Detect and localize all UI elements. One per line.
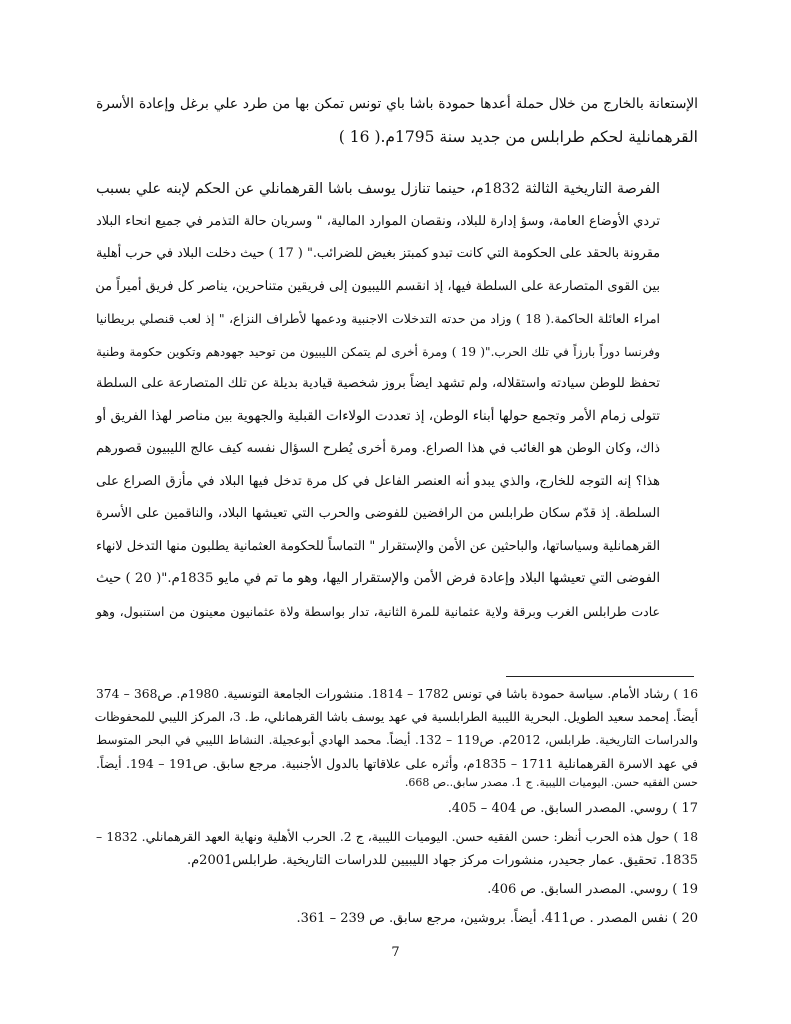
footnote-line: 20 ) نفس المصدر . ص411. أيضاً. بروشين، مرجع سابق. ص 239 – 361. xyxy=(296,911,698,926)
footnote-16 xyxy=(96,683,698,775)
text-line: وفرنسا دوراً بارزاً في تلك الحرب."( 19 ) ومرة أخرى لم يتمكن الليبيون من توحيد جهودهم وتكوين حكومة وطنية xyxy=(96,344,660,359)
text-line: امراء العائلة الحاكمة.( 18 ) وزاد من حدته التدخلات الاجنبية ودعمها لأطراف النزاع، " إذ لعب قنصلي بريطانيا xyxy=(96,311,660,326)
text-line: ذاك، وكان الوطن هو الغائب في هذا الصراع. ومرة أخرى يُطرح السؤال نفسه كيف عالج الليبيون قصورهم xyxy=(96,441,660,456)
paragraph-2 xyxy=(96,173,698,628)
paragraph-1 xyxy=(96,88,698,153)
text-line: مقرونة بالحقد على الحكومة التي كانت تبدو كمبتز بغيض للضرائب." ( 17 ) حيث دخلت البلاد في حرب أهلية xyxy=(96,246,660,261)
footnote-line: 1835. تحقيق. عمار جحيدر، منشورات مركز جهاد الليبيين للدراسات التاريخية. طرابلس2001م. xyxy=(186,853,698,868)
footnote-20 xyxy=(96,907,698,930)
footnotes xyxy=(96,683,698,930)
text-line: الفرصة التاريخية الثالثة 1832م، حينما تنازل يوسف باشا القرهمانلي عن الحكم لإبنه علي بسبب xyxy=(96,181,661,197)
footnote-19 xyxy=(96,878,698,901)
text-line: تردي الأوضاع العامة، وسؤ إدارة للبلاد، ونقصان الموارد المالية، " وسريان حالة التذمر في جميع انحاء البلاد xyxy=(96,213,660,229)
footnote-18 xyxy=(96,826,698,872)
text-line: هذا؟ إنه التوجه للخارج، والذي يبدو أنه العنصر الفاعل في كل مرة تدخل فيها البلاد في مأزق الصراع على xyxy=(96,473,660,489)
footnote-17 xyxy=(96,797,698,820)
text-line: بين القوى المتصارعة على السلطة فيها، إذ انقسم الليبيون إلى فريقين متناحرين، يناصر كل فريق أميراً من xyxy=(95,278,660,294)
text-line: القرهمانلية وسياساتها، والباحثين عن الأمن والإستقرار " التماساً للحكومة العثمانية يطلبون منها التدخل لانهاء xyxy=(96,538,660,554)
footnote-line: 18 ) حول هذه الحرب أنظر: حسن الفقيه حسن. اليوميات الليبية، ج 2. الحرب الأهلية ونهاية العهد القرهمانلي. 1832 – xyxy=(96,830,698,844)
footnote-line: في عهد الاسرة القرهمانلية 1711 – 1835م، وأثره على علاقاتها بالدول الأجنبية. مرجع سابق. ص191 – 194. أيضاً. xyxy=(96,756,699,771)
footnote-line: 16 ) رشاد الأمام. سياسة حمودة باشا في تونس 1782 – 1814. منشورات الجامعة التونسية. 1980م. ص368 – 374 xyxy=(96,687,699,701)
text-line: القرهمانلية لحكم طرابلس من جديد سنة 1795م.( 16 ) xyxy=(338,127,698,146)
text-line: الإستعانة بالخارج من خلال حملة أعدها حمودة باشا باي تونس تمكن بها من طرد علي برغل وإعادة الأسرة xyxy=(96,96,698,112)
text-line: تتولى زمام الأمر وتجمع حولها أبناء الوطن، إذ تعددت الولاءات القبلية والجهوية بين مناصر لهذا الفريق أو xyxy=(96,408,660,424)
body-text xyxy=(96,88,698,628)
footnote-line: أيضاً. إمحمد سعيد الطويل. البحرية الليبية الطرابلسية في عهد يوسف باشا القرهمانلي، ط. 3، المركز الليبي للمحفوظات xyxy=(94,710,698,724)
text-line: عادت طرابلس الغرب وبرقة ولاية عثمانية للمرة الثانية، تدار بواسطة ولاة عثمانيون معينون من استنبول، وهو xyxy=(96,603,660,619)
footnote-line: حسن الفقيه حسن. اليوميات الليبية. ج 1. مصدر سابق..ص 668. xyxy=(404,776,698,789)
text-line: تحفظ للوطن سيادته واستقلاله، ولم تشهد ايضاً بروز شخصية قيادية بديلة عن تلك المتصارعة على السلطة xyxy=(96,376,660,391)
footnote-16-continuation xyxy=(96,775,698,791)
footnote-line: 19 ) روسي. المصدر السابق. ص 406. xyxy=(487,882,698,897)
text-line: السلطة. إذ قدّم سكان طرابلس من الرافضين للفوضى والحرب التي تعيشها البلاد، والناقمين على الأسرة xyxy=(96,506,660,521)
footnote-line: والدراسات التاريخية. طرابلس، 2012م. ص119 – 132. أيضاً. محمد الهادي أبوعجيلة. النشاط الليبي في البحر المتوسط xyxy=(96,733,698,747)
page-number: 7 xyxy=(391,945,400,960)
text-line: الفوضى التي تعيشها البلاد وإعادة فرض الأمن والإستقرار اليها، وهو ما تم في مايو 1835م."( 20 ) حيث xyxy=(96,571,660,586)
footnote-separator xyxy=(506,676,694,677)
footnote-line: 17 ) روسي. المصدر السابق. ص 404 – 405. xyxy=(447,801,698,816)
